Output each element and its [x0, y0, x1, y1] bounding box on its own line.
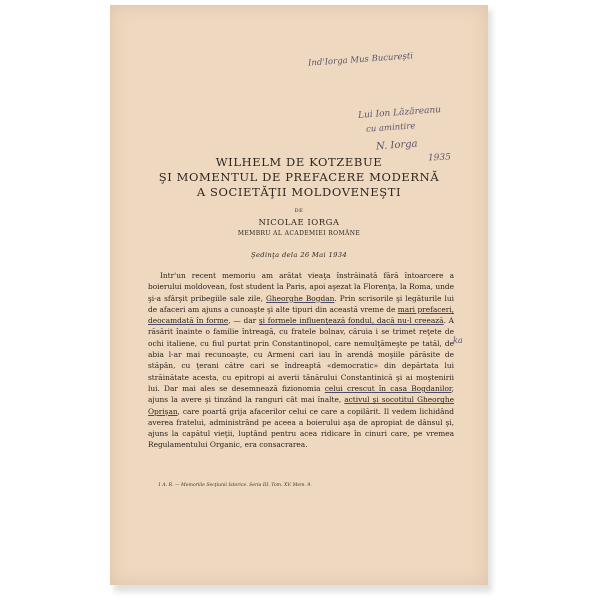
body-segment: , ajuns la avere şi tinzând la ranguri cât mai înalte, [148, 383, 454, 405]
title-line-2: ŞI MOMENTUL DE PREFACERE MODERNĂ [158, 170, 440, 184]
underlined-phrase: şi formele influenţează fondul, dacă nu-l creează [258, 316, 444, 326]
title-line-3: A SOCIETĂŢII MOLDOVENEŞTI [196, 185, 402, 199]
session-date: Şedinţa dela 26 Mai 1934 [251, 251, 347, 259]
title-line-1: WILHELM DE KOTZEBUE [215, 155, 383, 169]
underlined-phrase: Gheorghe Bogdan [265, 293, 335, 303]
document-page [110, 5, 488, 585]
body-paragraph [148, 270, 454, 451]
footnote: 1 A. R. — Memoriile Secţiunii Istorice. Seria III. Tom. XV. Mem. 9. [158, 483, 312, 488]
body-segment: . Prin scrisorile şi legăturile lui de afaceri am ajuns a cunoaşte şi alte tipuri din această vreme de [148, 293, 455, 314]
handwritten-dedication-line2: cu amintire [365, 121, 416, 135]
body-segment: , — dar [228, 316, 259, 326]
body-segment: . A răsărit înainte o familie întreagă, cu fratele bolnav, căruia i se trimet reţete de ochi italiene, cu fiul purtat prin Constantinopol, care nemulţămeşte pe tatăl, de abia l-ar mai recunoaşte, cu Armeni cari iau în arendă moşiile părăsite de stăpân, cu ţerani către cari se îndreaptă «democratic» din depărtata lui străinătate acesta, cu epitropi ai averii tânărului Constantinică şi ai moştenirii lui. Dar mai ales se desemnează fizionomia [148, 316, 454, 393]
handwritten-dedication-line1: Lui Ion Lăzăreanu [357, 105, 442, 121]
handwritten-signature: N. Iorga [375, 138, 418, 153]
by-label: DE [294, 208, 304, 214]
handwritten-year: 1935 [427, 152, 452, 164]
underlined-phrase: mari prefaceri, deocamdată în forme [148, 304, 454, 326]
body-text [148, 270, 454, 451]
underlined-phrase: celui crescut în casa Bogdanilor [324, 383, 452, 393]
body-segment: Intr'un recent memoriu am arătat vieaţa înstrăinată fără întoarcere a boierului moldovean, fost student la Paris, apoi aşezat la Florenţa, la Roma, unde şi-a sfârşit pribegiile sale zile, [148, 271, 454, 303]
underlined-phrase: activul şi socotitul Gheorghe Oprişan [148, 395, 454, 416]
author-name: NICOLAE IORGA [258, 218, 340, 228]
handwritten-note-top: Ind'Iorga Mus Bucureşti [307, 51, 414, 69]
author-affiliation: MEMBRU AL ACADEMIEI ROMÂNE [237, 230, 361, 237]
handwritten-margin-note: ka [453, 336, 463, 345]
body-segment: , care poartă grija afacerilor celui ce care a copilărit. Il vedem lichidând averea fratelui, administrând pe aceea a boierului aşa de apropiat de dânsul şi, ajuns la capătul vieţii, luptând pentru acea ridicare în cinuri care, pe vremea Regulamentului Organic, era consacrarea. [148, 406, 454, 450]
